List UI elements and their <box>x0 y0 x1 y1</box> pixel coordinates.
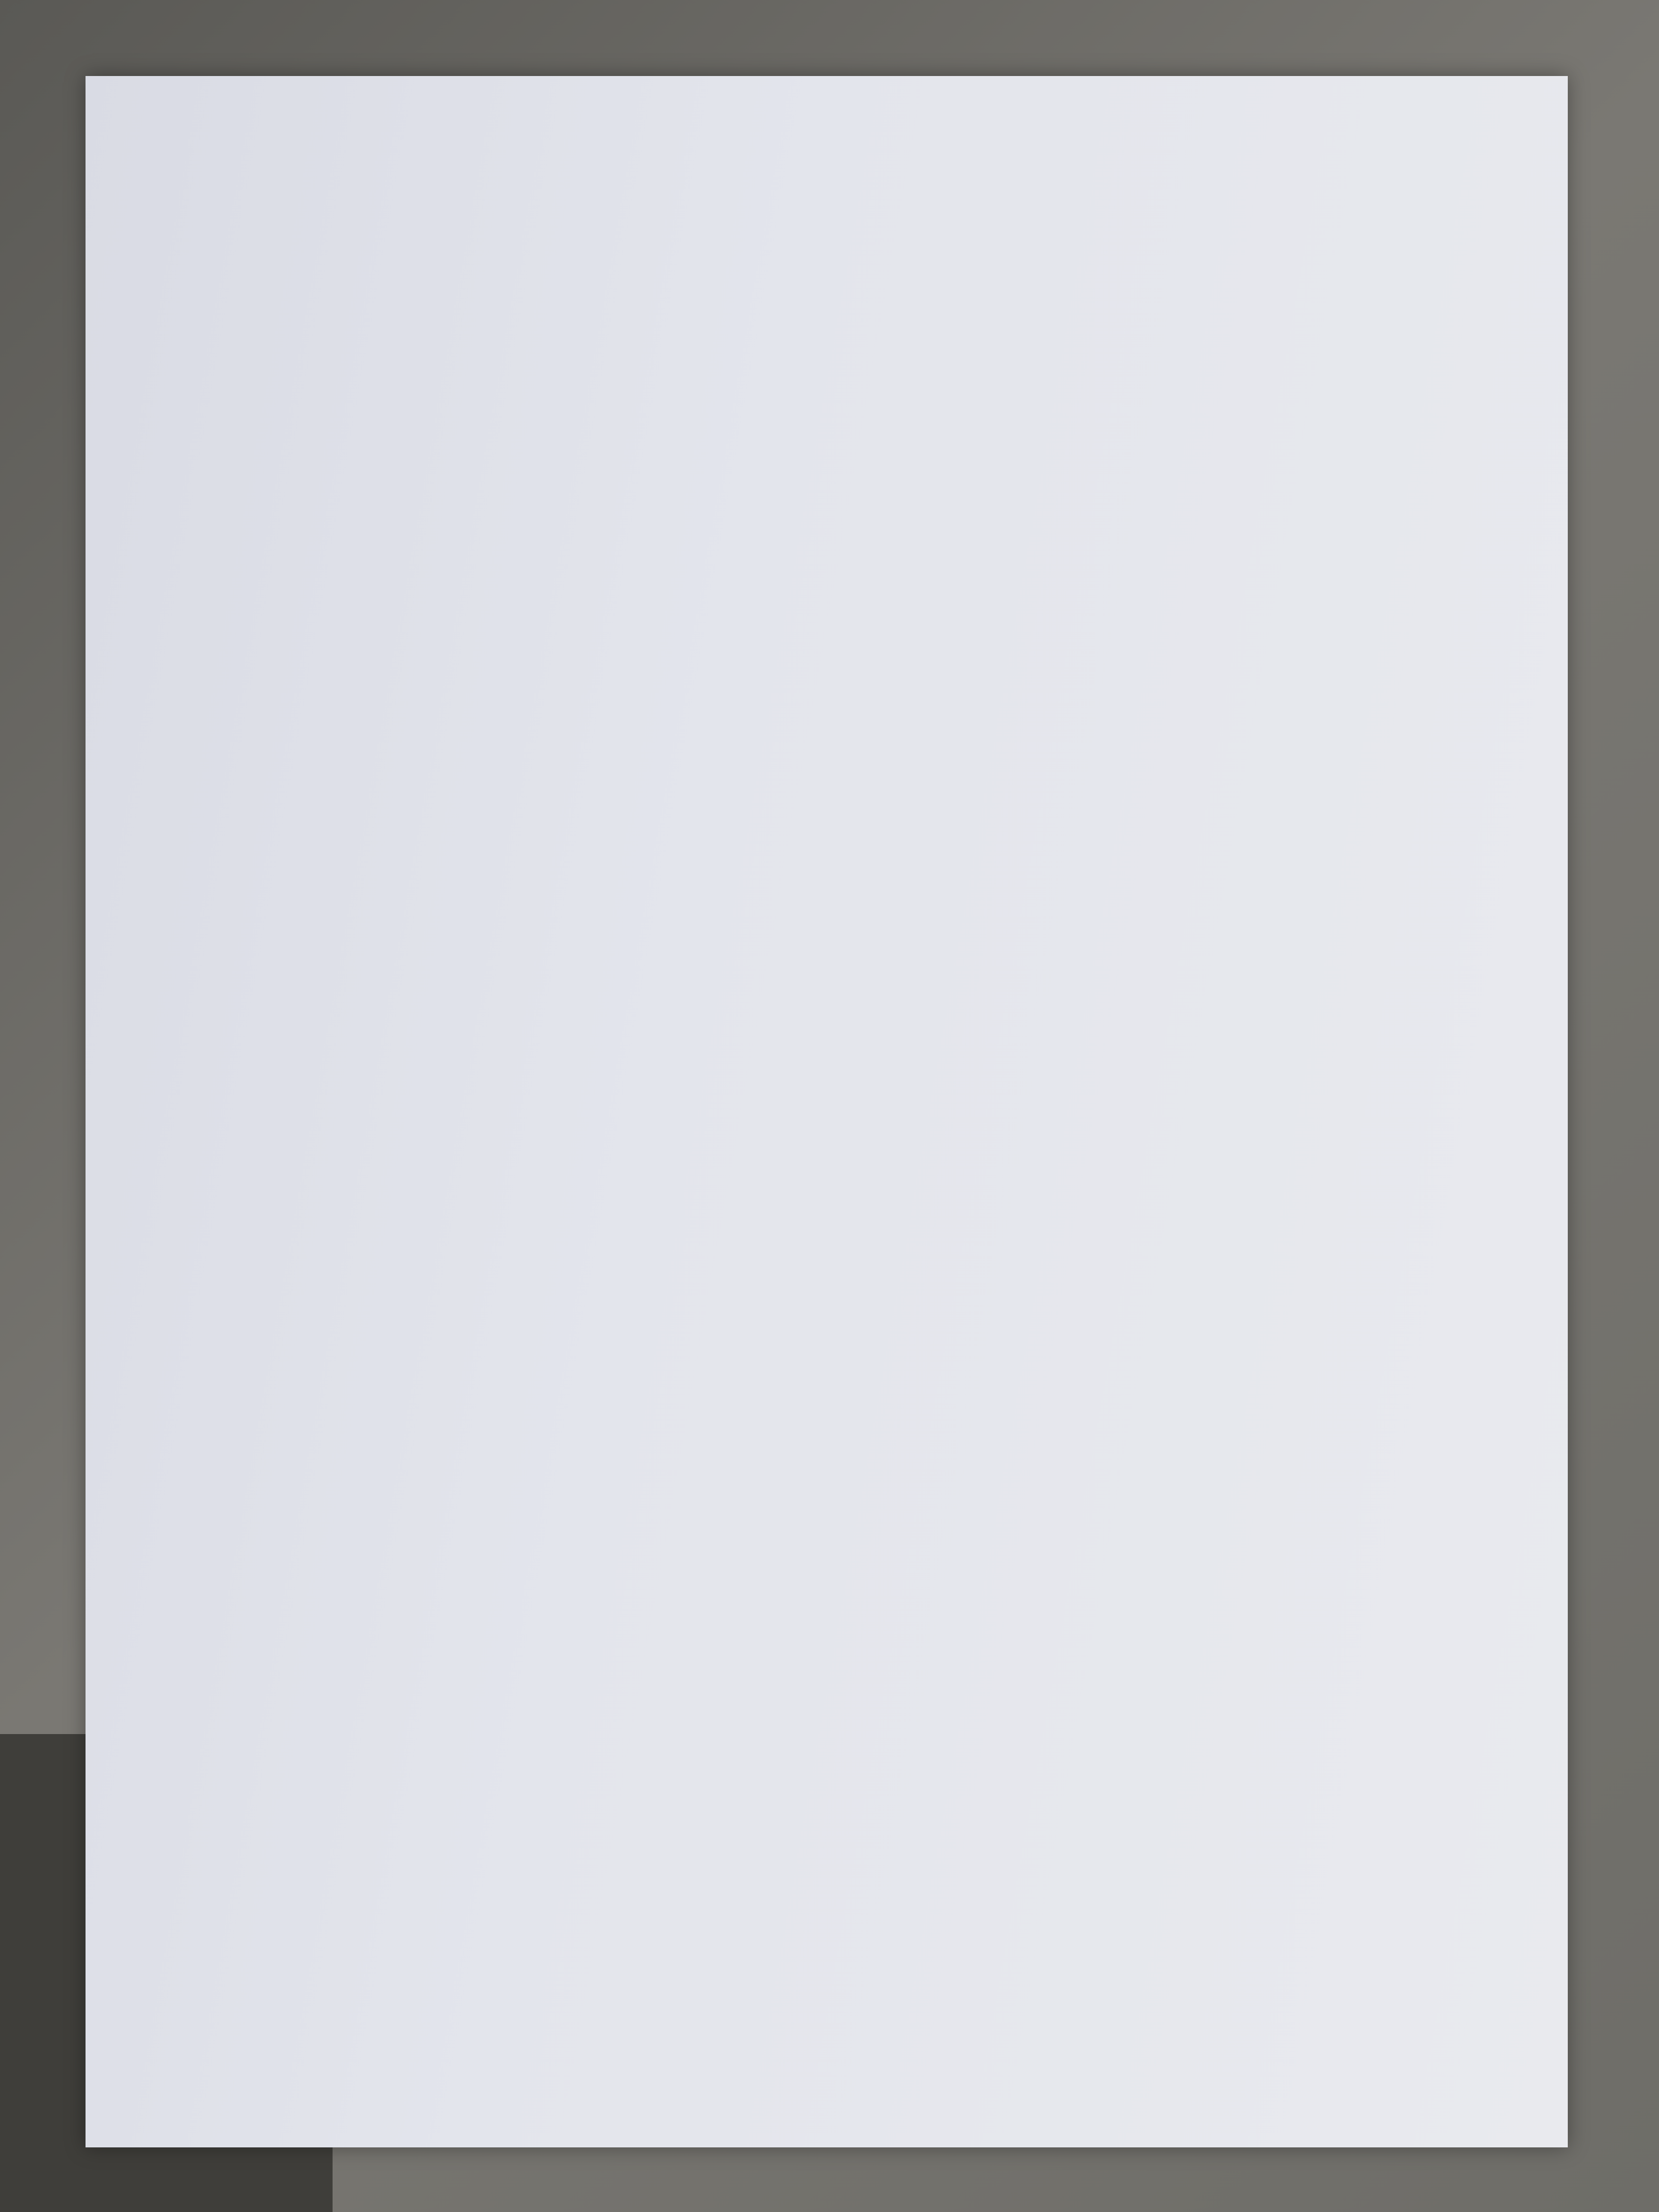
paper-sheet <box>86 76 1568 2147</box>
